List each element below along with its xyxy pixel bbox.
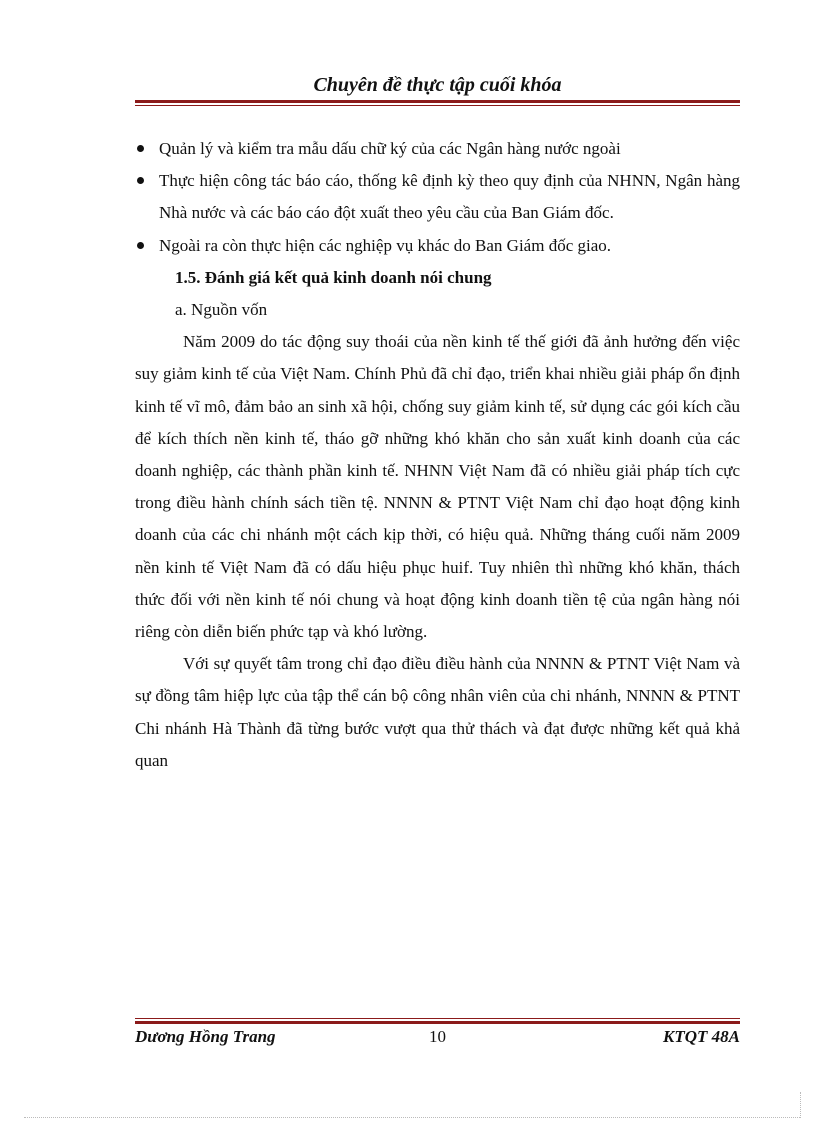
bullet-dot-icon (137, 145, 144, 152)
page-edge-dotted-line-vertical (800, 1092, 801, 1118)
bullet-text: Thực hiện công tác báo cáo, thống kê định kỳ theo quy định của NHNN, Ngân hàng Nhà nước và các báo cáo đột xuất theo yêu cầu của Ban Giám đốc. (159, 171, 740, 223)
header-rule-thick (135, 100, 740, 103)
bullet-item (135, 133, 740, 165)
section-heading: 1.5. Đánh giá kết quả kinh doanh nói chung (175, 267, 492, 287)
header-rule-thin (135, 105, 740, 106)
bullet-text: Quản lý và kiểm tra mẫu dấu chữ ký của các Ngân hàng nước ngoài (159, 139, 621, 158)
footer-page-number: 10 (429, 1027, 446, 1046)
bullet-item (135, 230, 740, 262)
footer-class-code: KTQT 48A (663, 1027, 740, 1046)
body-paragraph: Với sự quyết tâm trong chỉ đạo điều điều hành của NNNN & PTNT Việt Nam và sự đồng tâm hiệp lực của tập thể cán bộ công nhân viên của chi nhánh, NNNN & PTNT Chi nhánh Hà Thành đã từng bước vượt qua thử thách và đạt được những kết quả khả quan (135, 654, 740, 770)
bullet-text: Ngoài ra còn thực hiện các nghiệp vụ khác do Ban Giám đốc giao. (159, 235, 612, 255)
bullet-dot-icon (137, 242, 144, 249)
bullet-item (135, 165, 740, 229)
footer-author: Dương Hồng Trang (135, 1027, 276, 1046)
page-edge-dotted-line (24, 1117, 800, 1118)
body-paragraph: Năm 2009 do tác động suy thoái của nền kinh tế thế giới đã ảnh hưởng đến việc suy giảm kinh tế của Việt Nam. Chính Phủ đã chỉ đạo, triển khai nhiều giải pháp ổn định kinh tế vĩ mô, đảm bảo an sinh xã hội, chống suy giảm kinh tế, sử dụng các gói kích cầu để kích thích nền kinh tế, tháo gỡ những khó khăn cho sản xuất kinh doanh của các doanh nghiệp, các thành phần kinh tế. NHNN Việt Nam đã có nhiều giải pháp tích cực trong điều hành chính sách tiền tệ. NNNN & PTNT Việt Nam chỉ đạo hoạt động kinh doanh của các chi nhánh một cách kịp thời, có hiệu quả. Những tháng cuối năm 2009 nền kinh tế Việt Nam đã có dấu hiệu phục huif. Tuy nhiên thì những khó khăn, thách thức đối với nền kinh tế nói chung và hoạt động kinh doanh tiền tệ của ngân hàng nói riêng còn diễn biến phức tạp và khó lường. (135, 332, 740, 642)
footer-rule-thin (135, 1018, 740, 1019)
page-header-title: Chuyên đề thực tập cuối khóa (313, 74, 562, 96)
bullet-dot-icon (137, 177, 144, 184)
footer-rule-thick (135, 1021, 740, 1024)
document-body (135, 133, 740, 777)
section-subheading: a. Nguồn vốn (175, 300, 268, 320)
